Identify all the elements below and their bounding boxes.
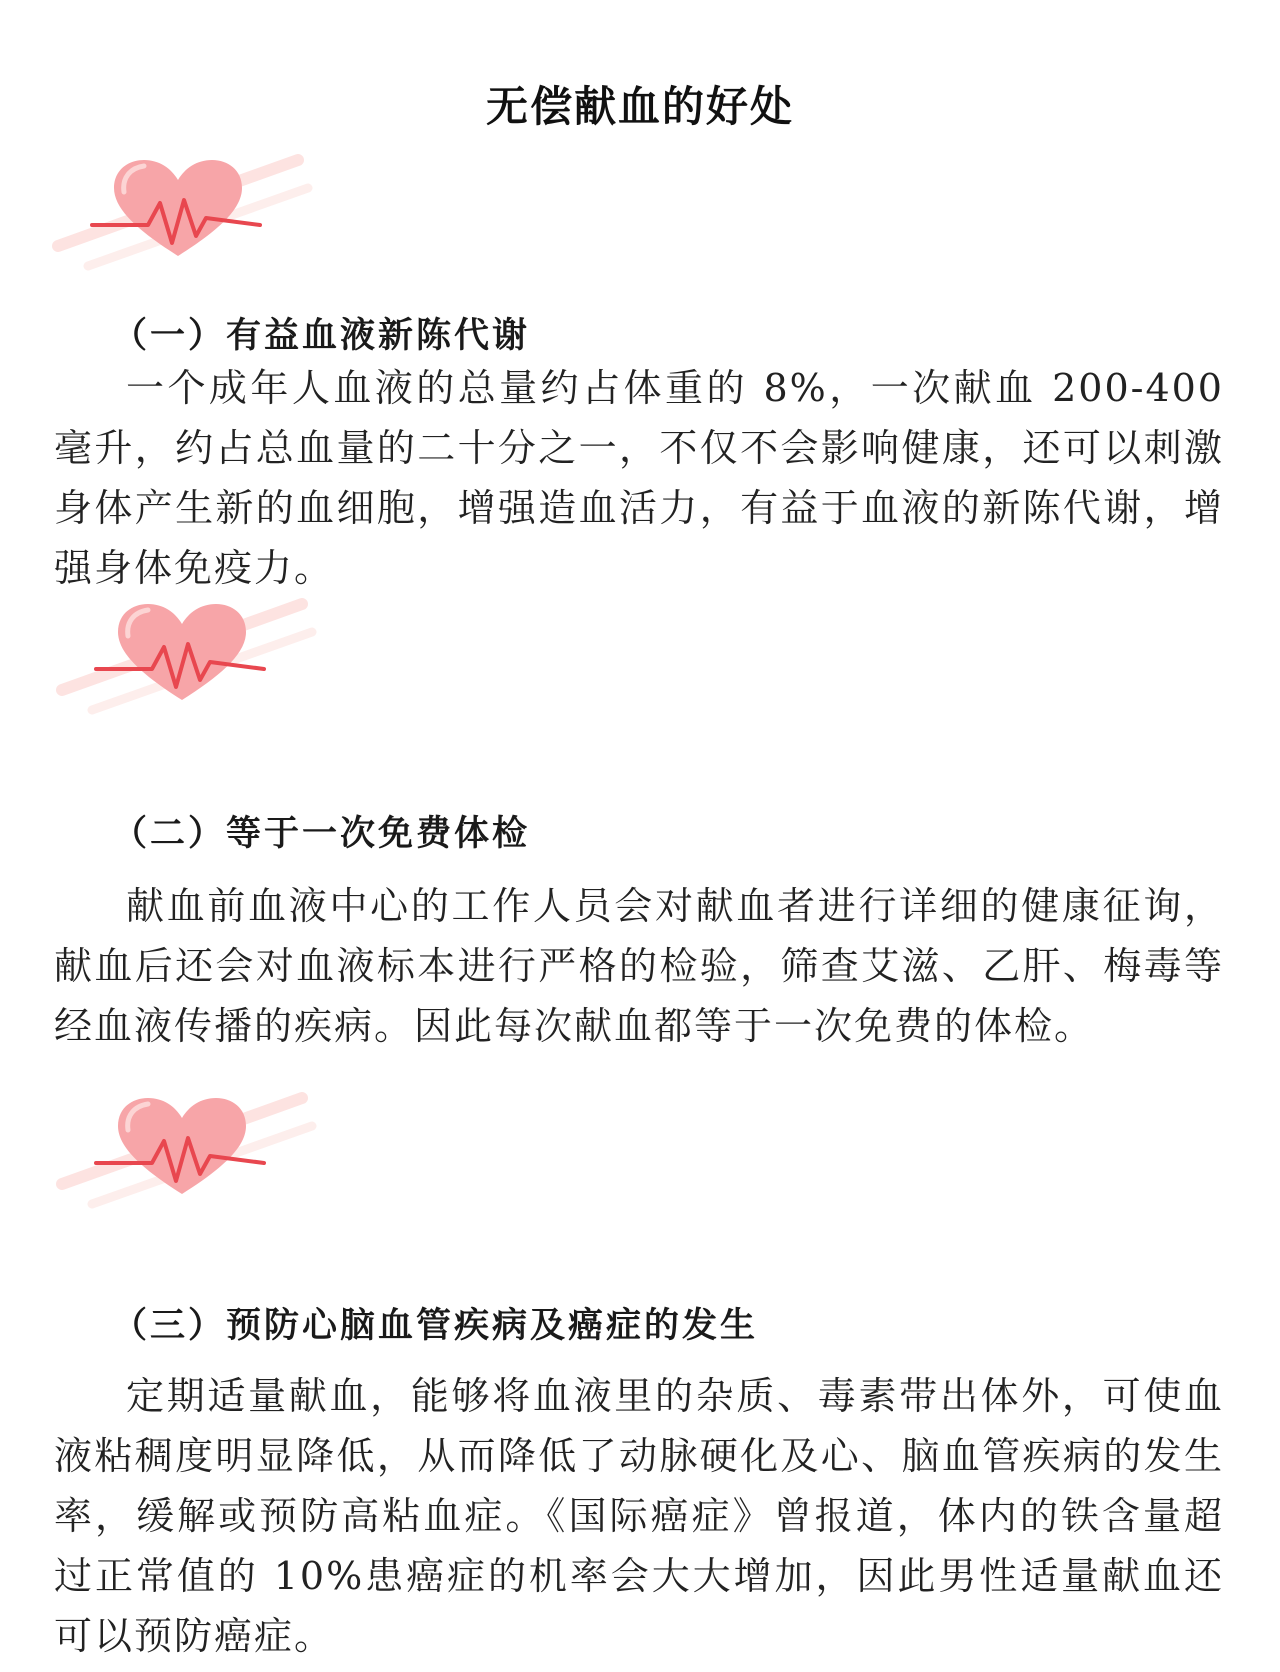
section-heading: （一）有益血液新陈代谢 [112, 315, 531, 356]
section-body: 献血前血液中心的工作人员会对献血者进行详细的健康征询，献血后还会对血液标本进行严格的检验，筛查艾滋、乙肝、梅毒等经血液传播的疾病。因此每次献血都等于一次免费的体检。 [54, 884, 1224, 1048]
section-heading: （三）预防心脑血管疾病及癌症的发生 [112, 1305, 759, 1346]
section-body: 一个成年人血液的总量约占体重的 8%，一次献血 200-400 毫升，约占总血量的二十分之一，不仅不会影响健康，还可以刺激身体产生新的血细胞，增强造血活力，有益于血液的新陈代谢，增强身体免疫力。 [54, 366, 1224, 590]
heart-pulse-icon [48, 148, 318, 278]
section-body: 定期适量献血，能够将血液里的杂质、毒素带出体外，可使血液粘稠度明显降低，从而降低了动脉硬化及心、脑血管疾病的发生率，缓解或预防高粘血症。《国际癌症》曾报道，体内的铁含量超过正常值的 10%患癌症的机率会大大增加，因此男性适量献血还可以预防癌症。 [54, 1374, 1224, 1658]
heart-pulse-icon [52, 1086, 322, 1216]
heart-pulse-icon [52, 592, 322, 722]
section-heading: （二）等于一次免费体检 [112, 813, 531, 854]
page-title: 无偿献血的好处 [485, 82, 794, 131]
